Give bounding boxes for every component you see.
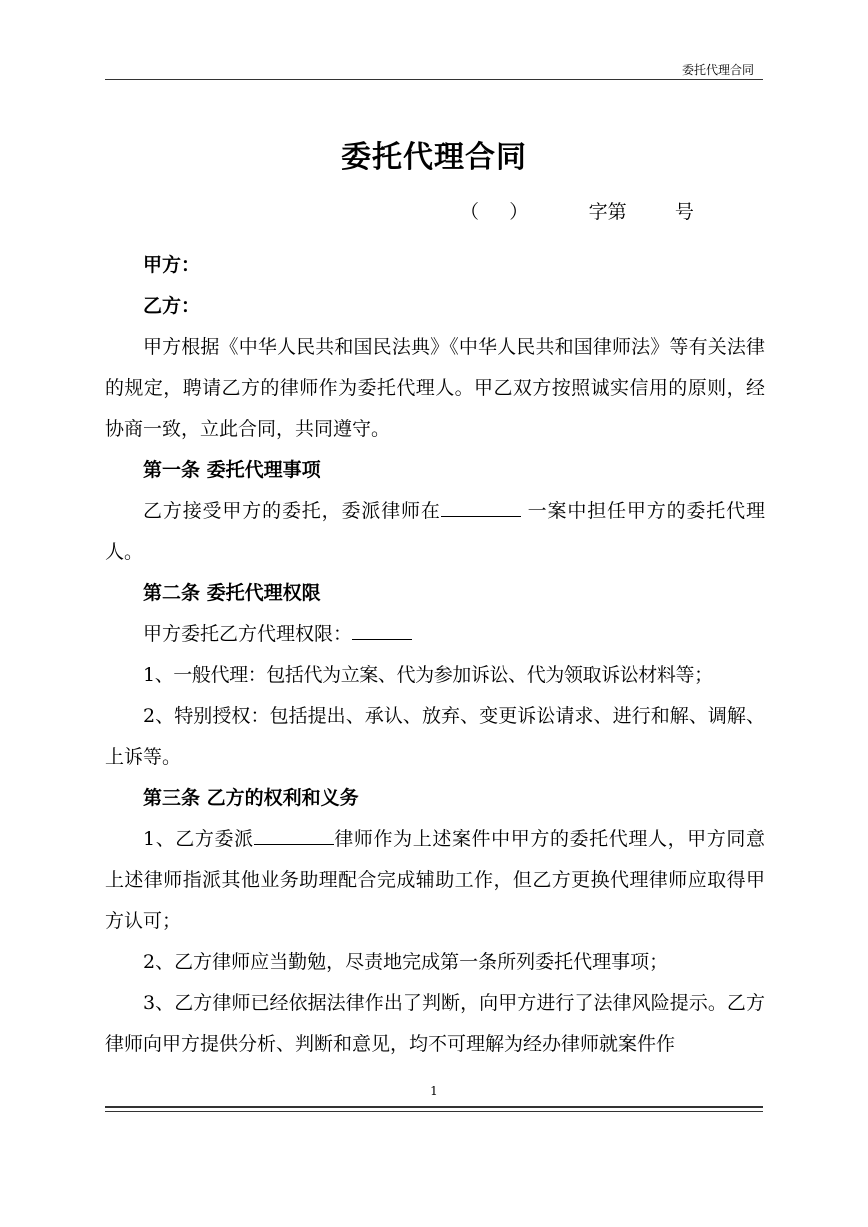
article-2-scope	[105, 614, 765, 655]
article-2-item-2: 2、特别授权：包括提出、承认、放弃、变更诉讼请求、进行和解、调解、上诉等。	[105, 705, 765, 768]
running-header: 委托代理合同	[681, 63, 754, 77]
article-3-heading: 第三条 乙方的权利和义务	[143, 787, 359, 809]
article-3-item-1-start: 1、乙方委派	[143, 828, 254, 850]
article-1-text-end: 一案中担任甲方的委托代理人。	[105, 500, 765, 563]
article-1-heading: 第一条 委托代理事项	[143, 459, 321, 481]
article-1-text	[105, 491, 765, 573]
article-3-item-3: 3、乙方律师已经依据法律作出了判断，向甲方进行了法律风险提示。乙方律师向甲方提供分析、判断和意见，均不可理解为经办律师就案件作	[105, 992, 765, 1055]
document-title: 委托代理合同	[341, 140, 527, 175]
party-a-label: 甲方：	[143, 254, 201, 276]
article-3-item-1	[105, 819, 765, 942]
page-number: 1	[430, 1084, 438, 1098]
contract-body	[105, 245, 765, 1065]
case-name-blank	[441, 498, 521, 517]
party-b-label: 乙方：	[143, 295, 201, 317]
article-3-item-1-end: 律师作为上述案件中甲方的委托代理人，甲方同意上述律师指派其他业务助理配合完成辅助工作，但乙方更换代理律师应取得甲方认可；	[105, 828, 765, 932]
scope-label: 甲方委托乙方代理权限：	[143, 623, 353, 645]
intro-paragraph: 甲方根据《中华人民共和国民法典》《中华人民共和国律师法》等有关法律的规定，聘请乙方的律师作为委托代理人。甲乙双方按照诚实信用的原则，经协商一致，立此合同，共同遵守。	[105, 336, 765, 440]
article-1-text-start: 乙方接受甲方的委托，委派律师在	[143, 500, 441, 522]
header-divider	[105, 79, 763, 80]
article-3-item-2: 2、乙方律师应当勤勉，尽责地完成第一条所列委托代理事项；	[143, 951, 669, 973]
lawyer-name-blank	[254, 826, 334, 845]
footer-divider-thick	[105, 1106, 763, 1108]
article-2-item-1: 1、一般代理：包括代为立案、代为参加诉讼、代为领取诉讼材料等；	[143, 664, 713, 686]
article-2-heading: 第二条 委托代理权限	[143, 582, 321, 604]
document-number: （ ） 字第 号	[460, 201, 694, 223]
footer-divider-thin	[105, 1111, 763, 1112]
scope-blank	[352, 621, 412, 640]
